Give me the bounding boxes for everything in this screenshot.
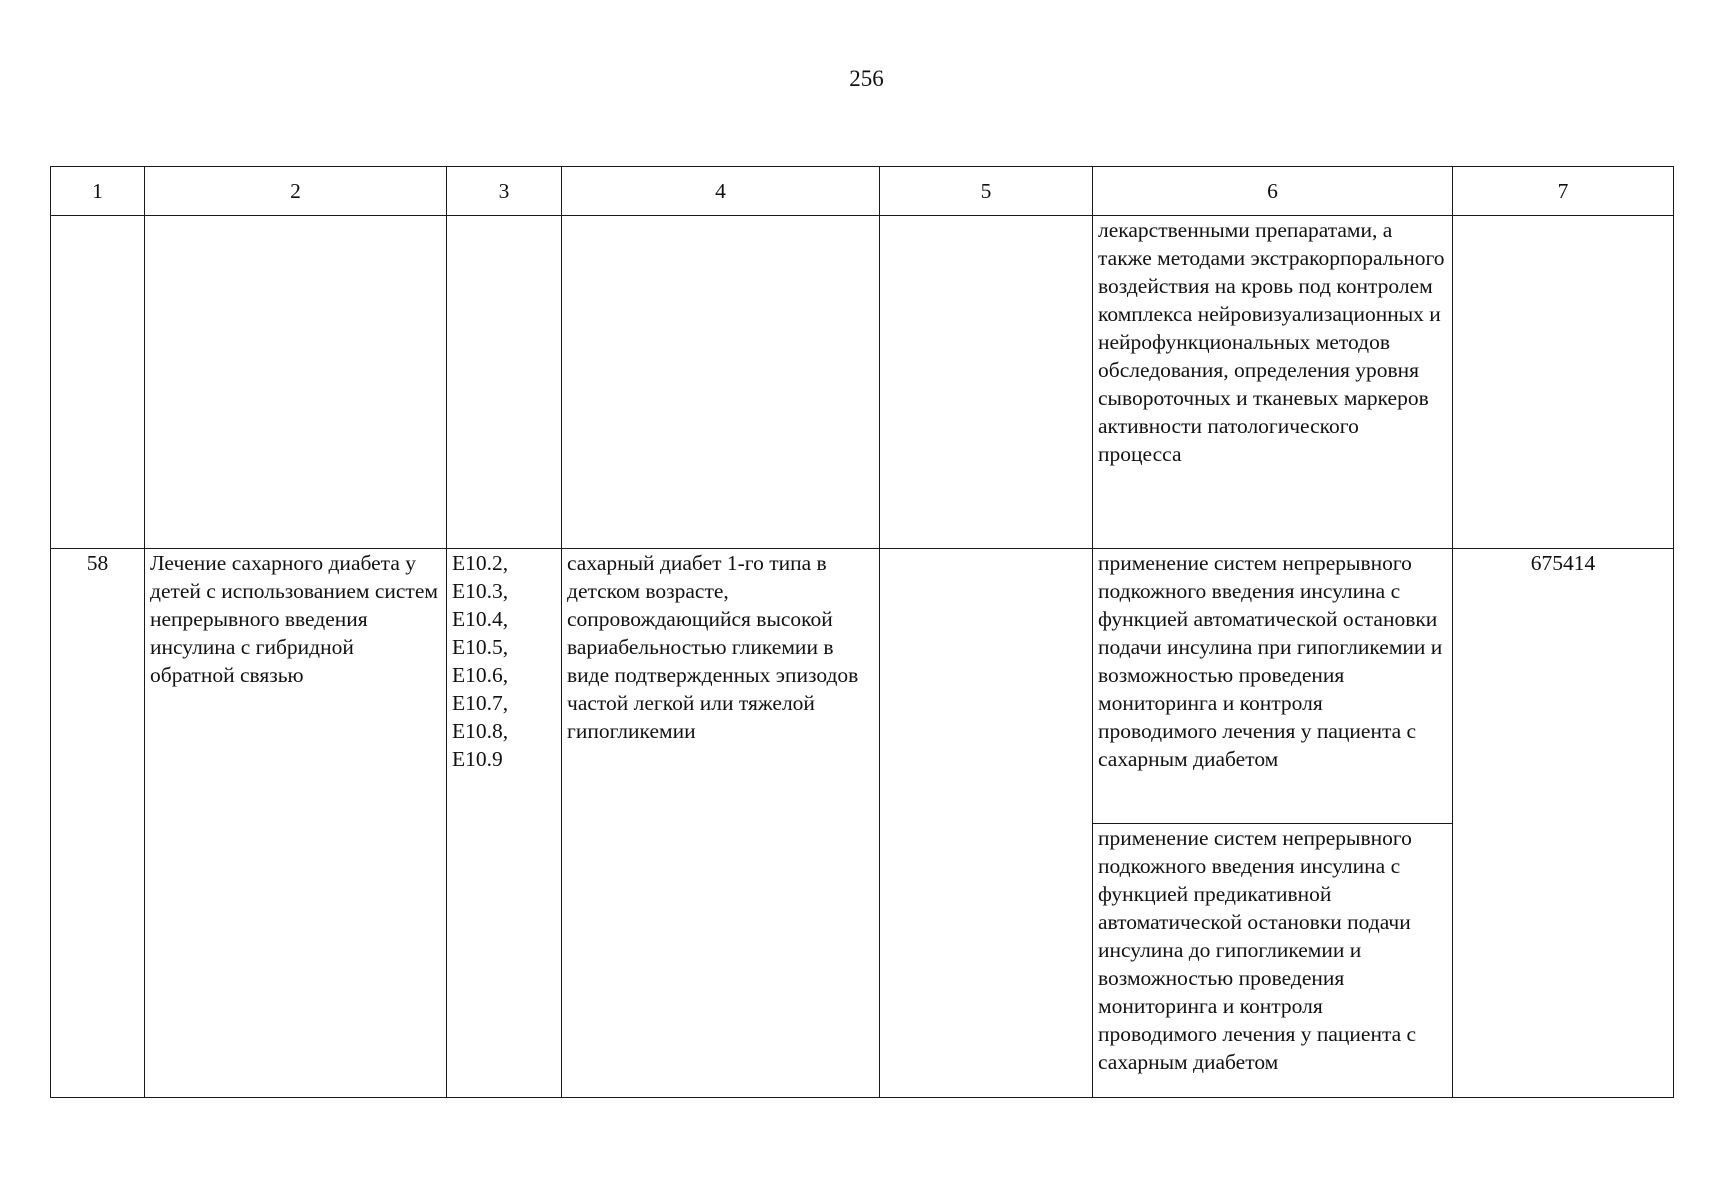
cont-cell-7 — [1453, 216, 1674, 549]
header-cell-5: 5 — [880, 167, 1093, 216]
method-cell-1: применение систем непрерывного подкожного введения инсулина с функцией автоматической остановки подачи инсулина при гипогликемии и возможностью проведения мониторинга и контроля проводимого лечения у пациента с сахарным диабетом — [1093, 549, 1453, 824]
icd-codes-cell — [447, 549, 562, 1098]
cont-cell-4 — [562, 216, 880, 549]
icd-code: E10.7, — [452, 691, 509, 715]
header-cell-3: 3 — [447, 167, 562, 216]
cont-cell-5 — [880, 216, 1093, 549]
table-row-continuation — [51, 216, 1674, 549]
icd-code: E10.2, — [452, 551, 509, 575]
header-cell-7: 7 — [1453, 167, 1674, 216]
header-cell-4: 4 — [562, 167, 880, 216]
icd-code: E10.6, — [452, 663, 509, 687]
medical-care-table — [50, 166, 1674, 1098]
icd-code: E10.8, — [452, 719, 509, 743]
page-number: 256 — [849, 66, 884, 91]
method-cell-2: применение систем непрерывного подкожного введения инсулина с функцией предикативной автоматической остановки подачи инсулина до гипогликемии и возможностью проведения мониторинга и контроля проводимого лечения у пациента с сахарным диабетом — [1093, 824, 1453, 1098]
icd-code: E10.5, — [452, 635, 509, 659]
table-header-row — [51, 167, 1674, 216]
cont-cell-method: лекарственными препаратами, а также методами экстракорпорального воздействия на кровь под контролем комплекса нейровизуализационных и нейрофункциональных методов обследования, определения уровня сывороточных и тканевых маркеров активности патологического процесса — [1093, 216, 1453, 549]
icd-code: E10.9 — [452, 747, 503, 771]
cont-cell-2 — [145, 216, 447, 549]
treatment-name-cell: Лечение сахарного диабета у детей с использованием систем непрерывного введения инсулина с гибридной обратной связью — [145, 549, 447, 1098]
icd-code: E10.4, — [452, 607, 509, 631]
header-cell-2: 2 — [145, 167, 447, 216]
patient-model-cell: сахарный диабет 1-го типа в детском возрасте, сопровождающийся высокой вариабельностью гликемии в виде подтвержденных эпизодов частой легкой или тяжелой гипогликемии — [562, 549, 880, 1098]
cont-cell-1 — [51, 216, 145, 549]
header-cell-1: 1 — [51, 167, 145, 216]
table-row-58 — [51, 549, 1674, 824]
cost-cell: 675414 — [1453, 549, 1674, 1098]
header-cell-6: 6 — [1093, 167, 1453, 216]
treatment-type-cell — [880, 549, 1093, 1098]
row-number-cell: 58 — [51, 549, 145, 1098]
icd-code: E10.3, — [452, 579, 509, 603]
cont-cell-3 — [447, 216, 562, 549]
